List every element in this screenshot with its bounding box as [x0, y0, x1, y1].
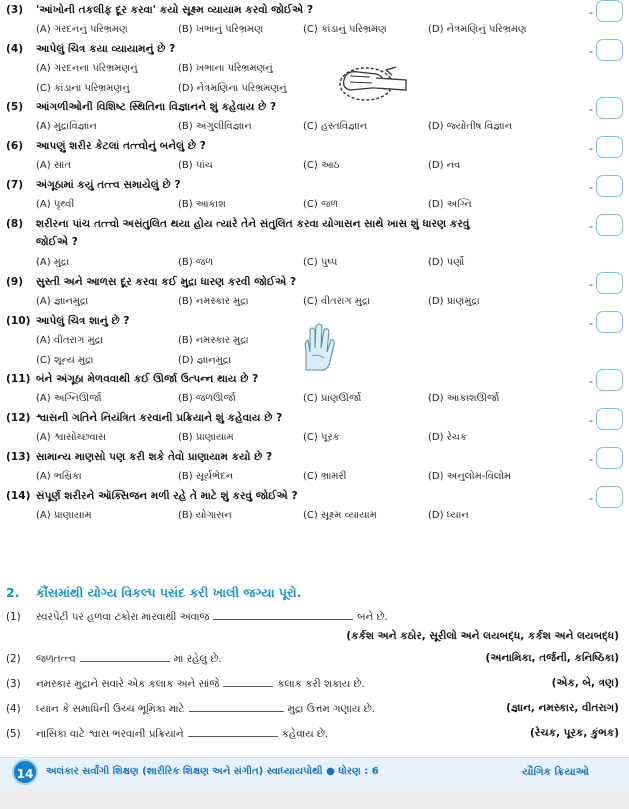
answer-box[interactable]: [596, 486, 623, 508]
option: (A) સાત: [36, 160, 72, 171]
dash: -: [589, 220, 593, 233]
option: (B) યોગાસન: [178, 510, 232, 521]
answer-box[interactable]: [596, 175, 623, 197]
dash: -: [589, 45, 593, 58]
blank[interactable]: [188, 727, 278, 737]
option: (B) જળ: [178, 257, 214, 268]
option: (A) અગ્નિઊર્જા: [36, 393, 102, 404]
option: (C) સૂક્ષ્મ વ્યાયામ: [303, 510, 377, 521]
fill-blank-1: (1) સ્વરપેટી પર હળવા ટકોરા મારવાથી અવાજ બને છે.: [6, 611, 388, 623]
option: (D) અનુલોમ-વિલોમ: [428, 471, 512, 482]
bottom-margin: [0, 787, 629, 809]
blank[interactable]: [223, 677, 273, 687]
question-7: (7) અંગૂઠામાં કયું તત્ત્વ સમાયેલું છે ?: [6, 179, 181, 191]
fill-blank-5: (5) નાસિકા વાટે શ્વાસ ભરવાની પ્રક્રિયાને કહેવાય છે.: [6, 728, 329, 740]
answer-box[interactable]: [596, 214, 623, 236]
answer-box[interactable]: [596, 447, 623, 469]
question-8-cont: જોઈએ ?: [36, 236, 78, 248]
option: (C) પ્રાણઊર્જા: [303, 393, 362, 404]
dash: -: [589, 492, 593, 505]
option: (B) નમસ્કાર મુદ્રા: [178, 296, 249, 307]
question-12: (12) શ્વાસની ગતિને નિયંત્રિત કરવાની પ્રક્રિયાને શું કહેવાય છે ?: [6, 412, 283, 424]
answer-choices: (રેચક, પૂરક, કુંભક): [529, 727, 619, 739]
question-9: (9) સુસ્તી અને આળસ દૂર કરવા કઈ મુદ્રા ધારણ કરવી જોઈએ ?: [6, 276, 297, 288]
answer-box[interactable]: [596, 311, 623, 333]
option: (C) આઠ: [303, 160, 340, 171]
option: (B) અંગુલીવિજ્ઞાન: [178, 121, 252, 132]
option: (A) શ્વાસોચ્છ્વાસ: [36, 432, 107, 443]
option: (D) ધ્યાન: [428, 510, 469, 521]
option: (A) મુદ્રા: [36, 257, 70, 268]
option: (D) જ્યોતીષ વિજ્ઞાન: [428, 121, 513, 132]
option: (A) જ્ઞાનમુદ્રા: [36, 296, 89, 307]
answer-choices: (કર્કશ અને કઠોર, સૂરીલો અને લયબદ્ધ, કર્કશ અને લયબદ્ધ): [346, 630, 619, 642]
option: (A) મુદ્રાવિજ્ઞાન: [36, 121, 97, 132]
option: (C) વીતરાગ મુદ્રા: [303, 296, 371, 307]
answer-box[interactable]: [596, 39, 623, 61]
option: (C) શૂન્ય મુદ્રા: [36, 355, 94, 366]
answer-choices: (એક, બે, ત્રણ): [551, 677, 619, 689]
section-2-heading: 2. કૌંસમાંથી યોગ્ય વિકલ્પ પસંદ કરી ખાલી જગ્યા પૂરો.: [6, 585, 302, 600]
option: (C) જળ: [303, 199, 339, 210]
option: (A) પ્રાણાયામ: [36, 510, 92, 521]
book-title: અલંકાર સર્વાંગી શિક્ષણ (શારીરિક શિક્ષણ અને સંગીત) સ્વાધ્યાયપોથી ● ધોરણ : 6: [46, 766, 379, 777]
option: (A) ભસ્રિકા: [36, 471, 82, 482]
answer-box[interactable]: [596, 0, 623, 22]
option: (D) નવ: [428, 160, 461, 171]
option: (D) અગ્નિ: [428, 199, 472, 210]
dash: -: [589, 375, 593, 388]
fill-blank-2: (2) જળતત્ત્વ માં રહેલું છે.: [6, 653, 222, 665]
question-14: (14) સંપૂર્ણ શરીરને ઑક્સિજન મળી રહે તે માટે શું કરવું જોઈએ ?: [6, 490, 298, 502]
option: (A) વીતરાગ મુદ્રા: [36, 335, 104, 346]
option: (A) પૃથ્વી: [36, 199, 75, 210]
page-number: 14: [12, 759, 38, 785]
option: (D) જ્ઞાનમુદ્રા: [178, 355, 232, 366]
question-3: (3) 'આંખોની તકલીફ દૂર કરવા' કયો સૂક્ષ્મ વ્યાયામ કરવો જોઈએ ?: [6, 4, 314, 16]
dash: -: [589, 103, 593, 116]
option: (C) કાંડાનું પરિભ્રમણ: [303, 24, 387, 35]
option: (D) રેચક: [428, 432, 467, 443]
answer-box[interactable]: [596, 97, 623, 119]
answer-box[interactable]: [596, 272, 623, 294]
option: (B) સૂર્યભેદન: [178, 471, 234, 482]
fill-blank-3: (3) નમસ્કાર મુદ્રાને સવારે એક કલાક અને સાંજે કલાક કરી શકાય છે.: [6, 678, 365, 690]
chapter-topic: યૌગિક ક્રિયાઓ: [522, 766, 589, 778]
wrist-rotation-image: [336, 58, 412, 106]
answer-box[interactable]: [596, 408, 623, 430]
dash: -: [589, 317, 593, 330]
option: (B) ખભાનું પરિભ્રમણ: [178, 24, 263, 35]
question-11: (11) બંને અંગૂઠા મેળવવાથી કઈ ઊર્જા ઉત્પન્ન થાય છે ?: [6, 373, 259, 385]
blank[interactable]: [213, 610, 353, 620]
option: (B) પ્રાણાયામ: [178, 432, 234, 443]
option: (D) નેત્રમણિનું પરિભ્રમણ: [428, 24, 527, 35]
option: (B) પાંચ: [178, 160, 213, 171]
option: (C) ભ્રામરી: [303, 471, 347, 482]
answer-choices: (અનામિકા, તર્જની, કનિષ્ઠિકા): [485, 652, 619, 664]
option: (B) જળઊર્જા: [178, 393, 236, 404]
question-6: (6) આપણું શરીર કેટલાં તત્ત્વોનું બનેલું છે ?: [6, 140, 206, 152]
option: (C) પુષ્પ: [303, 257, 338, 268]
blank[interactable]: [189, 702, 284, 712]
option: (B) આકાશ: [178, 199, 226, 210]
option: (C) કાંડાના પરિભ્રમણનું: [36, 83, 130, 94]
question-8: (8) શરીરના પાંચ તત્ત્વો અસંતુલિત થયા હોય ત્યારે તેને સંતુલિત કરવા યોગાસન સાથે ખાસ શું ધારણ કરવું: [6, 218, 470, 230]
footer: [0, 757, 629, 789]
answer-box[interactable]: [596, 136, 623, 158]
dash: -: [589, 6, 593, 19]
dash: -: [589, 414, 593, 427]
question-4: (4) આપેલું ચિત્ર કયા વ્યાયામનું છે ?: [6, 43, 176, 55]
dash: -: [589, 453, 593, 466]
question-10: (10) આપેલું ચિત્ર શાનું છે ?: [6, 315, 130, 327]
option: (D) નેત્રમણિના પરિભ્રમણનું: [178, 83, 287, 94]
dash: -: [589, 278, 593, 291]
mudra-hand-image: [296, 322, 340, 372]
answer-choices: (જ્ઞાન, નમસ્કાર, વીતરાગ): [506, 702, 619, 714]
option: (B) નમસ્કાર મુદ્રા: [178, 335, 249, 346]
option: (A) ગરદનના પરિભ્રમણનું: [36, 63, 138, 74]
option: (B) ખભાના પરિભ્રમણનું: [178, 63, 273, 74]
dash: -: [589, 142, 593, 155]
option: (C) પૂરક: [303, 432, 340, 443]
option: (D) આકાશઊર્જા: [428, 393, 500, 404]
option: (A) ગરદનનું પરિભ્રમણ: [36, 24, 128, 35]
question-5: (5) આંગળીઓની વિશિષ્ટ સ્થિતિના વિજ્ઞાનને શું કહેવાય છે ?: [6, 101, 277, 113]
fill-blank-4: (4) ધ્યાન કે સમાધિની ઉચ્ચ ભૂમિકા માટે મુદ્રા ઉત્તમ ગણાય છે.: [6, 703, 375, 715]
answer-box[interactable]: [596, 369, 623, 391]
question-13: (13) સામાન્ય માણસો પણ કરી શકે તેવો પ્રાણાયામ કયો છે ?: [6, 451, 273, 463]
blank[interactable]: [80, 652, 170, 662]
dash: -: [589, 181, 593, 194]
option: (C) હસ્તવિજ્ઞાન: [303, 121, 368, 132]
option: (D) પર્ણો: [428, 257, 465, 268]
option: (D) પ્રાણમુદ્રા: [428, 296, 480, 307]
